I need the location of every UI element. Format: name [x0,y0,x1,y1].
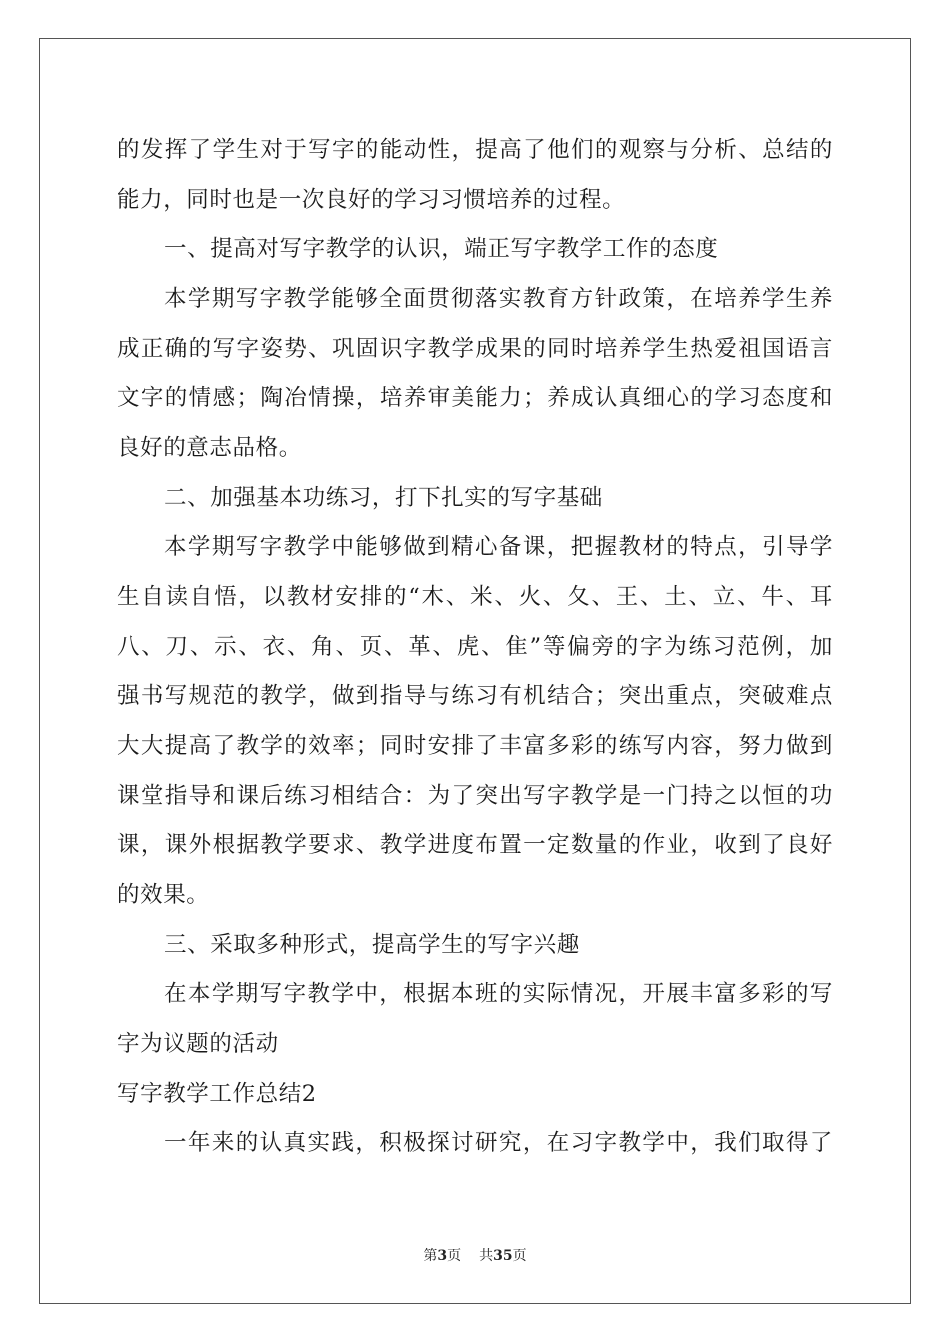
body-line: 强书写规范的教学，做到指导与练习有机结合；突出重点，突破难点 [117,683,833,709]
total-prefix: 共 [479,1248,494,1264]
body-line: 课堂指导和课后练习相结合：为了突出写字教学是一门持之以恒的功 [117,783,833,809]
body-line: 一年来的认真实践，积极探讨研究，在习字教学中，我们取得了 [164,1130,833,1156]
body-line: 的效果。 [117,882,210,908]
body-line: 能力，同时也是一次良好的学习习惯培养的过程。 [117,187,626,213]
document-title: 写字教学工作总结2 [117,1081,317,1107]
body-line: 大大提高了教学的效率；同时安排了丰富多彩的练写内容，努力做到 [117,733,833,759]
section-heading: 二、加强基本功练习，打下扎实的写字基础 [164,485,603,511]
body-line: 本学期写字教学能够全面贯彻落实教育方针政策，在培养学生养 [164,286,833,312]
body-line: 成正确的写字姿势、巩固识字教学成果的同时培养学生热爱祖国语言 [117,336,833,362]
section-heading: 三、采取多种形式，提高学生的写字兴趣 [164,932,580,958]
total-unit: 页 [512,1248,527,1264]
page-total: 35 [493,1248,513,1264]
body-line: 在本学期写字教学中，根据本班的实际情况，开展丰富多彩的写 [164,981,833,1007]
body-line: 本学期写字教学中能够做到精心备课，把握教材的特点，引导学 [164,534,833,560]
page-footer [0,1247,950,1265]
body-line: 课，课外根据教学要求、教学进度布置一定数量的作业，收到了良好 [117,832,833,858]
page-border [39,38,911,1304]
section-heading: 一、提高对写字教学的认识，端正写字教学工作的态度 [164,236,719,262]
page-unit: 页 [447,1248,462,1264]
page-prefix: 第 [423,1248,438,1264]
body-line: 的发挥了学生对于写字的能动性，提高了他们的观察与分析、总结的 [117,137,833,163]
body-line: 文字的情感；陶冶情操，培养审美能力；养成认真细心的学习态度和 [117,385,833,411]
page-current: 3 [437,1248,448,1264]
body-line: 八、刀、示、衣、角、页、革、虎、隹”等偏旁的字为练习范例，加 [117,634,833,660]
body-line: 字为议题的活动 [117,1031,279,1057]
body-line: 良好的意志品格。 [117,435,302,461]
body-line: 生自读自悟，以教材安排的“木、米、火、夂、王、土、立、牛、耳 [117,584,833,610]
